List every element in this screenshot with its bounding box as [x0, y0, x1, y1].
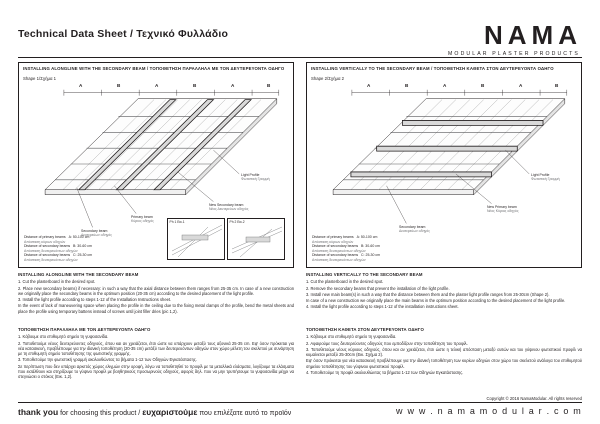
instr-step: 3. Τοποθετούμε την φωτιστική γραμμή ακολουθώντας τα βήματα 1-12 των Οδηγιών Εγκατάστασης.: [18, 357, 197, 363]
footer-thanks: [18, 407, 291, 417]
instr-step: 2. Remove the secondary beams that prevent the installation of the light profile.: [306, 285, 450, 291]
footer-divider: [18, 402, 582, 403]
thanks-text-gr: που επιλέξατε αυτό το προϊόν: [197, 410, 292, 417]
instructions-right-greek: [306, 327, 582, 376]
instr-step: 2. Place new secondary beams) if necessary: in such a way that the axial distance between them ranges from 25-35 cm. In case of a new construction we originally place the secondary beams in the optimum position (20-35 cm) according to the desired placement of the light profile.: [18, 285, 294, 296]
instructions-left-greek-heading: ΤΟΠΟΘΕΤΗΣΗ ΠΑΡΑΛΛΗΛΑ ΜΕ ΤΟΝ ΔΕΥΤΕΡΕΥΟΝΤΑ ΟΔΗΓΟ: [18, 327, 151, 332]
instr-step: Σε περίπτωση που δεν υπάρχει αρκετός χώρος ελιγμών στην οροφή, λόγω να τοποθετηθεί το προφίλ με τα μεταλλικά ελάσματα, λυγίζουμε τα ελάσματα που εισάλθουν και στηρίζουμε το γύψινο προφίλ με βοηθητικούς προσωρινούς οδηγούς, αφορίς δηλ. που να μην τρυπήσουμε το γυψοσανίδα μέχρι να στεγνώσει ο στόκος (Εικ. 1,2).: [18, 363, 294, 380]
brand-logo: [448, 22, 582, 57]
instr-step: 1. Cut the plasterboard in the desired spot.: [306, 279, 384, 285]
page-header: [18, 22, 582, 56]
instructions-right-english-heading: INSTALLING VERTICALLY TO THE SECONDARY BEAM: [306, 272, 423, 277]
thanks-text-en: for choosing this product /: [58, 410, 143, 417]
instr-step: 1. Cut the plasterboard in the desired spot.: [18, 279, 96, 285]
letter-b-2: B: [481, 83, 485, 88]
instructions-right-english: [306, 272, 582, 311]
instr-step: 2. Τοποθετούμε νέους δευτερεύοντες οδηγούς, όπου και αν χρειάζεται, έτσι ώστε να υπάρχουν μεταξύ τους αξονικά 25-35 cm. Εφ' όσον πρόκειται για νέα κατασκευή, προβλέπουμε για την ιδανική τοποθέτηση (20-35 cm) μετάξύ των δευτερευόντων οδηγών στον χώρο μέλετη του σκελετού με συνάρτηση με τη επιθυμητή σημείο τοποθέτησης της φωτιστικής γραμμής.: [18, 340, 294, 357]
detail-photo-2: Ph 2 Εικ.2: [227, 218, 285, 260]
letter-b-1: B: [117, 83, 121, 88]
instr-step: 1. Κόβουμε στο επιθυμητό σημείο τη γυψοσανίδα.: [306, 334, 397, 340]
panel-left-shape-label: Shape 1/Σχήμα 1: [23, 76, 57, 81]
panel-right-shape-label: Shape 2/Σχήμα 2: [311, 76, 345, 81]
instr-step: 3. Install new main beam(s) in such a way that the distance between them and the plaster light profile ranges from 25-30cm (Shape 2).: [306, 291, 550, 297]
letter-a-2: A: [443, 83, 447, 88]
instructions-left-greek: [18, 327, 294, 381]
brand-name: NAMA: [484, 20, 582, 50]
callout-primary-beam: Primary beam Κύριος οδηγός: [131, 215, 154, 224]
thanks-bold-en: thank you: [18, 407, 59, 417]
distance-table-right: Distance of primary beams A: 50-100 cm Απόσταση κύριων οδηγών Distance of secondary beams B: 30-60 cm Απόσταση δευτερευόντων οδηγών Distance of secondary beams C: 25-30 cm Απόσταση δευτερευόντων οδηγών: [312, 235, 381, 262]
letter-a-1: A: [367, 83, 371, 88]
diagram-panel-left: [18, 62, 294, 268]
letter-a-3: A: [231, 83, 235, 88]
website-url[interactable]: w w w . n a m a m o d u l a r . c o m: [396, 406, 582, 416]
instr-step: 4. Τοποθετούμε τη προφίλ ακολουθώντας τα βήματα 1-12 των Οδηγιών Εγκατάστασης.: [306, 370, 464, 376]
detail-photo-1: Ph 1 Εικ.1: [167, 218, 225, 260]
callout-new-primary-beam: New Primary beam Νέος Κύριος οδηγός: [487, 205, 519, 214]
page-title: Technical Data Sheet / Τεχνικό Φυλλάδιο: [18, 28, 229, 40]
instructions-left-english: [18, 272, 294, 315]
diagram-panel-right: [306, 62, 582, 268]
instr-step: 3. Τοποθετούμε νέους κύριους οδηγούς, όπου και αν χρειάζεται, έτσι ώστε η τελική απόσταση μεταξύ αυτών και του γύψινου φωτιστικού προφίλ να κυμαίνεται μεταξύ 25-30cm (Εικ. Σχήμα 2).: [306, 346, 582, 358]
instr-step: In the event of lack of maneuvering space when placing the profile in the ceiling due to the fixing metal clamps of the profile, bend the metal sheets and place the profile using temporary battens instead of screws until joint filler dries (pic 1,2).: [18, 303, 294, 314]
brand-tagline: MODULAR PLASTER PRODUCTS: [448, 51, 580, 57]
letter-a-1: A: [79, 83, 83, 88]
letter-a-2: A: [155, 83, 159, 88]
callout-light-profile: Light Profile Φωτιστική Γραμμή: [531, 173, 560, 182]
instr-step: 1. Κόβουμε στο επιθυμητό σημείο τη γυψοσανίδα.: [18, 334, 109, 340]
callout-secondary-beam: Secondary beam Δευτερεύων οδηγός: [399, 225, 430, 234]
header-divider: [18, 57, 582, 58]
letter-a-3: A: [519, 83, 523, 88]
instr-step: Εφ' όσον πρόκειται για νέα κατασκευή προβλέπουμε για την ιδανική τοποθέτηση των κυρίων οδηγών στον χώρο του σκελετού ανάλογα του επιθυμητού σημείου τοποθέτησης του γύψινου φωτιστικού προφίλ.: [306, 358, 582, 369]
copyright-text: Copyright © 2016 NamaModular. All rights reserved: [486, 396, 582, 401]
thanks-bold-gr: ευχαριστούμε: [142, 407, 198, 417]
letter-b-3: B: [267, 83, 271, 88]
instructions-left-english-heading: INSTALLING ALONGLINE WITH THE SECONDARY BEAM: [18, 272, 139, 277]
distance-table-left: Distance of primary beams A: 50-100 cm Απόσταση κύριων οδηγών Distance of secondary beams B: 30-60 cm Απόσταση δευτερευόντων οδηγών Distance of secondary beams C: 25-30 cm Απόσταση δευτερευόντων οδηγών: [24, 235, 93, 262]
instr-step: 4. Install the light profile according to steps 1-12 of the installation instructions sheet.: [306, 304, 459, 310]
panel-right-title: INSTALLING VERTICALLY TO THE SECONDARY BEAM / ΤΟΠΟΘΕΤΗΣΗ ΚΑΘΕΤΑ ΣΤΟΝ ΔΕΥΤΕΡΕΥΟΝΤΑ ΟΔΗΓΟ: [311, 66, 554, 71]
callout-new-secondary-beam: New Secondary beam Νέος Δευτερεύων οδηγός: [209, 203, 249, 212]
instructions-right-greek-heading: ΤΟΠΟΘΕΤΗΣΗ ΚΑΘΕΤΑ ΣΤΟΝ ΔΕΥΤΕΡΕΥΟΝΤΑ ΟΔΗΓΟ: [306, 327, 424, 332]
letter-b-2: B: [193, 83, 197, 88]
instr-step: 2. Αφαιρούμε τους δευτερεύοντες οδηγούς που εμποδίζουν στην τοποθέτηση του προφίλ.: [306, 340, 468, 346]
instr-step: In case of a new construction we originally place the main beams in the optimum position according to the desired placement of the light profile.: [306, 298, 566, 304]
letter-b-1: B: [405, 83, 409, 88]
callout-secondary-beam: Secondary beam Δευτερεύων οδηγός: [81, 229, 112, 238]
instr-step: 3. Install the light profile according to steps 1-12 of the Installation Instructions sheet.: [18, 297, 172, 303]
panel-left-title: INSTALLING ALONGLINE WITH THE SECONDARY BEAM / ΤΟΠΟΘΕΤΗΣΗ ΠΑΡΑΛΛΗΛΑ ΜΕ ΤΟΝ ΔΕΥΤΕΡΕΥΟΝΤΑ ΟΔΗΓΟ: [23, 66, 285, 71]
callout-light-profile: Light Profile Φωτιστική Γραμμή: [241, 173, 270, 182]
letter-b-3: B: [555, 83, 559, 88]
